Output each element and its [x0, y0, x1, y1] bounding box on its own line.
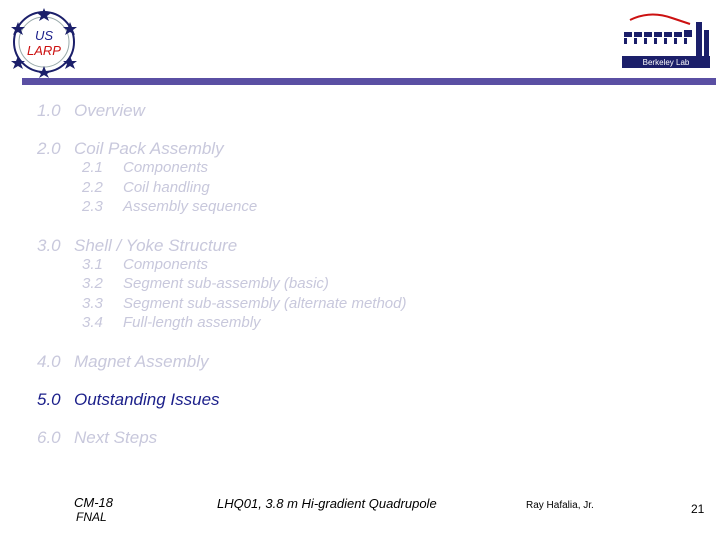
outline-subitem — [82, 295, 406, 312]
outline-subitem — [82, 275, 329, 292]
outline-item-label: Shell / Yoke Structure — [74, 235, 238, 255]
outline-subitem-number: 2.1 — [82, 159, 103, 176]
berkeley-lab-logo — [620, 10, 712, 68]
footer-venue: FNAL — [76, 510, 107, 524]
outline-item-label: Coil Pack Assembly — [74, 139, 224, 158]
outline-subitem-number: 3.3 — [82, 294, 103, 312]
outline-item — [37, 428, 157, 448]
outline-item — [37, 236, 237, 256]
header-rule — [22, 78, 716, 85]
footer-event: CM-18 — [74, 495, 114, 510]
outline-item — [37, 352, 208, 372]
outline-item-number: 3.0 — [37, 235, 61, 255]
outline-subitem — [82, 179, 210, 196]
outline-item-label: Magnet Assembly — [74, 351, 209, 371]
outline-item-number: 5.0 — [37, 389, 61, 409]
outline-item — [37, 101, 145, 121]
outline-subitem-label: Coil handling — [123, 178, 210, 196]
outline-subitem-number: 2.3 — [82, 198, 103, 215]
outline-item-label: Overview — [74, 101, 145, 120]
logo-berkeley-lab-text: Berkeley Lab — [642, 58, 690, 67]
outline-subitem-label: Components — [123, 255, 209, 273]
outline-subitem-number: 3.4 — [82, 314, 103, 331]
logo-larp-text: LARP — [27, 43, 61, 58]
outline-subitem-number: 3.2 — [82, 275, 103, 292]
outline-subitem — [82, 256, 208, 273]
outline-item-number: 6.0 — [37, 427, 61, 447]
outline-item — [37, 139, 224, 159]
outline-item — [37, 390, 220, 410]
logo-us-text: US — [34, 28, 54, 43]
footer-title: LHQ01, 3.8 m Hi-gradient Quadrupole — [217, 496, 437, 511]
outline-subitem-label: Assembly sequence — [123, 198, 258, 215]
outline-subitem-label: Segment sub-assembly (basic) — [123, 275, 329, 292]
outline-subitem-label: Segment sub-assembly (alternate method) — [123, 294, 407, 312]
outline-subitem-number: 3.1 — [82, 255, 103, 273]
page-number: 21 — [691, 502, 705, 516]
outline-item-number: 2.0 — [37, 139, 61, 158]
outline-item-label: Outstanding Issues — [74, 389, 220, 409]
outline-subitem — [82, 198, 257, 215]
outline-subitem — [82, 314, 261, 331]
outline-item-number: 4.0 — [37, 351, 61, 371]
outline-subitem-label: Components — [123, 159, 209, 176]
outline-item-label: Next Steps — [74, 427, 158, 447]
outline-subitem-label: Full-length assembly — [123, 314, 261, 331]
outline-item-number: 1.0 — [37, 101, 61, 120]
footer-author: Ray Hafalia, Jr. — [526, 500, 594, 511]
outline-subitem — [82, 159, 208, 176]
outline-subitem-number: 2.2 — [82, 178, 103, 196]
us-larp-logo — [8, 6, 80, 78]
